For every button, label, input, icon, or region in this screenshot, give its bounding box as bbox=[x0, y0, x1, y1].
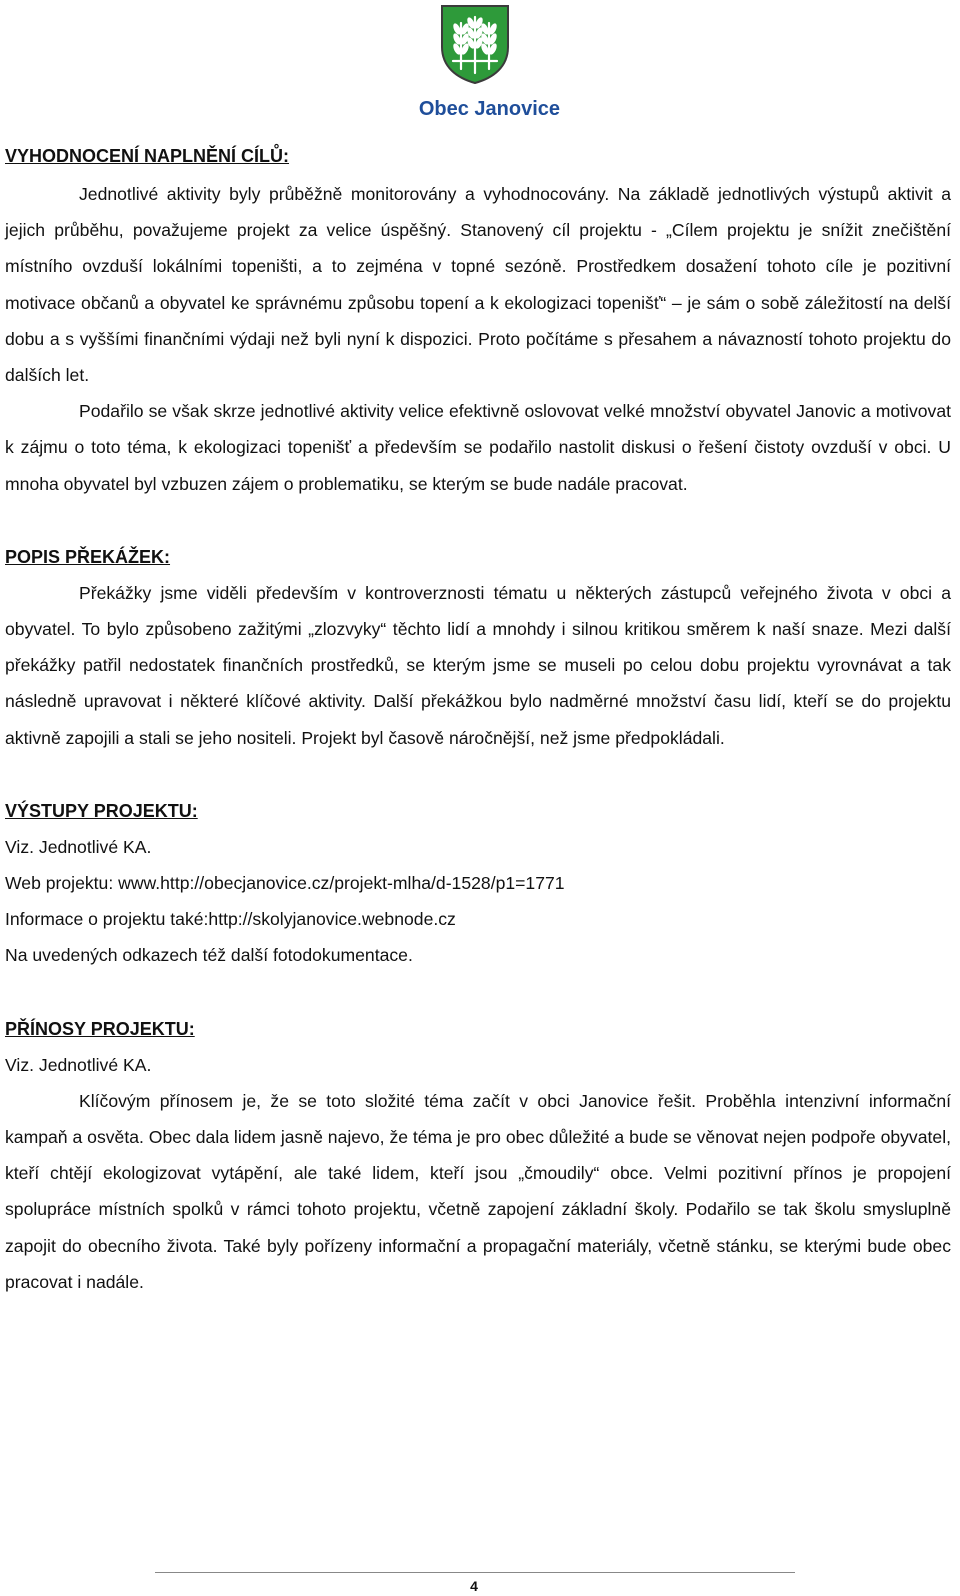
document-body bbox=[5, 143, 951, 1300]
evaluation-paragraph-2: Podařilo se však skrze jednotlivé aktivity velice efektivně oslovovat velké množství obyvatel Janovic a motivovat k zájmu o toto téma, k ekologizaci topenišť a především se podařilo nastolit diskusi o řešení čistoty ovzduší v obci. U mnoha obyvatel byl vzbuzen zájem o problematiku, se kterým se bude nadále pracovat. bbox=[5, 401, 951, 494]
page-number: 4 bbox=[470, 1578, 478, 1594]
outputs-web-link[interactable]: Web projektu: www.http://obecjanovice.cz/projekt-mlha/d-1528/p1=1771 bbox=[5, 873, 565, 894]
organization-name: Obec Janovice bbox=[418, 98, 560, 120]
benefits-intro: Viz. Jednotlivé KA. bbox=[5, 1054, 152, 1075]
evaluation-paragraph-1: Jednotlivé aktivity byly průběžně monitorovány a vyhodnocovány. Na základě jednotlivých výstupů aktivit a jejich průběhu, považujeme projekt za velice úspěšný. Stanovený cíl projektu - „Cílem projektu je snížit znečištění místního ovzduší lokálními topeništi, a to zejména v topné sezóně. Prostředkem dosažení tohoto cíle je pozitivní motivace občanů a obyvatel ke správnému způsobu topení a k ekologizaci topenišť“ – je sám o sobě záležitostí na delší dobu a s vyššími finančními výdaji než byli nyní k dispozici. Proto počítáme s přesahem a návazností tohoto projektu do dalších let. bbox=[5, 184, 951, 386]
outputs-line: Viz. Jednotlivé KA. bbox=[5, 836, 152, 857]
section-heading-benefits: PŘÍNOSY PROJEKTU: bbox=[5, 1018, 195, 1039]
footer-divider bbox=[155, 1572, 795, 1573]
outputs-info-link[interactable]: Informace o projektu také:http://skolyjanovice.webnode.cz bbox=[5, 909, 456, 930]
outputs-line: Na uvedených odkazech též další fotodokumentace. bbox=[5, 945, 413, 966]
section-heading-evaluation: VYHODNOCENÍ NAPLNĚNÍ CÍLŮ: bbox=[5, 146, 290, 166]
obstacles-paragraph: Překážky jsme viděli především v kontroverznosti tématu u některých zástupců veřejného života v obci a obyvatel. To bylo způsobeno zažitými „zlozvyky“ těchto lidí a mnohdy i silnou kritikou směrem k naší snaze. Mezi další překážky patřil nedostatek finančních prostředků, se kterým jsme se museli po celou dobu projektu vyrovnávat a tak následně upravovat i některé klíčové aktivity. Další překážkou bylo nadměrné množství času lidí, kteří se do projektu aktivně zapojili a stali se jeho nositeli. Projekt byl časově náročnější, než jsme předpokládali. bbox=[5, 582, 951, 748]
section-heading-obstacles: POPIS PŘEKÁŽEK: bbox=[5, 546, 171, 567]
section-heading-outputs: VÝSTUPY PROJEKTU: bbox=[5, 800, 198, 821]
benefits-paragraph: Klíčovým přínosem je, že se toto složité téma začít v obci Janovice řešit. Proběhla intenzivní informační kampaň a osvěta. Obec dala lidem jasně najevo, že téma je pro obec důležité a bude se věnovat nejen podpoře obyvatel, kteří chtějí ekologizovat vytápění, ale také lidem, kteří jsou „čmoudily“ obce. Velmi pozitivní přínos je propojení spolupráce místních spolků v rámci tohoto projektu, včetně zapojení základní školy. Podařilo se tak školu smysluplně zapojit do obecního života. Také byly pořízeny informační a propagační materiály, včetně stánku, se kterými bude obec pracovat i nadále. bbox=[5, 1090, 951, 1292]
coat-of-arms-icon bbox=[439, 3, 511, 85]
